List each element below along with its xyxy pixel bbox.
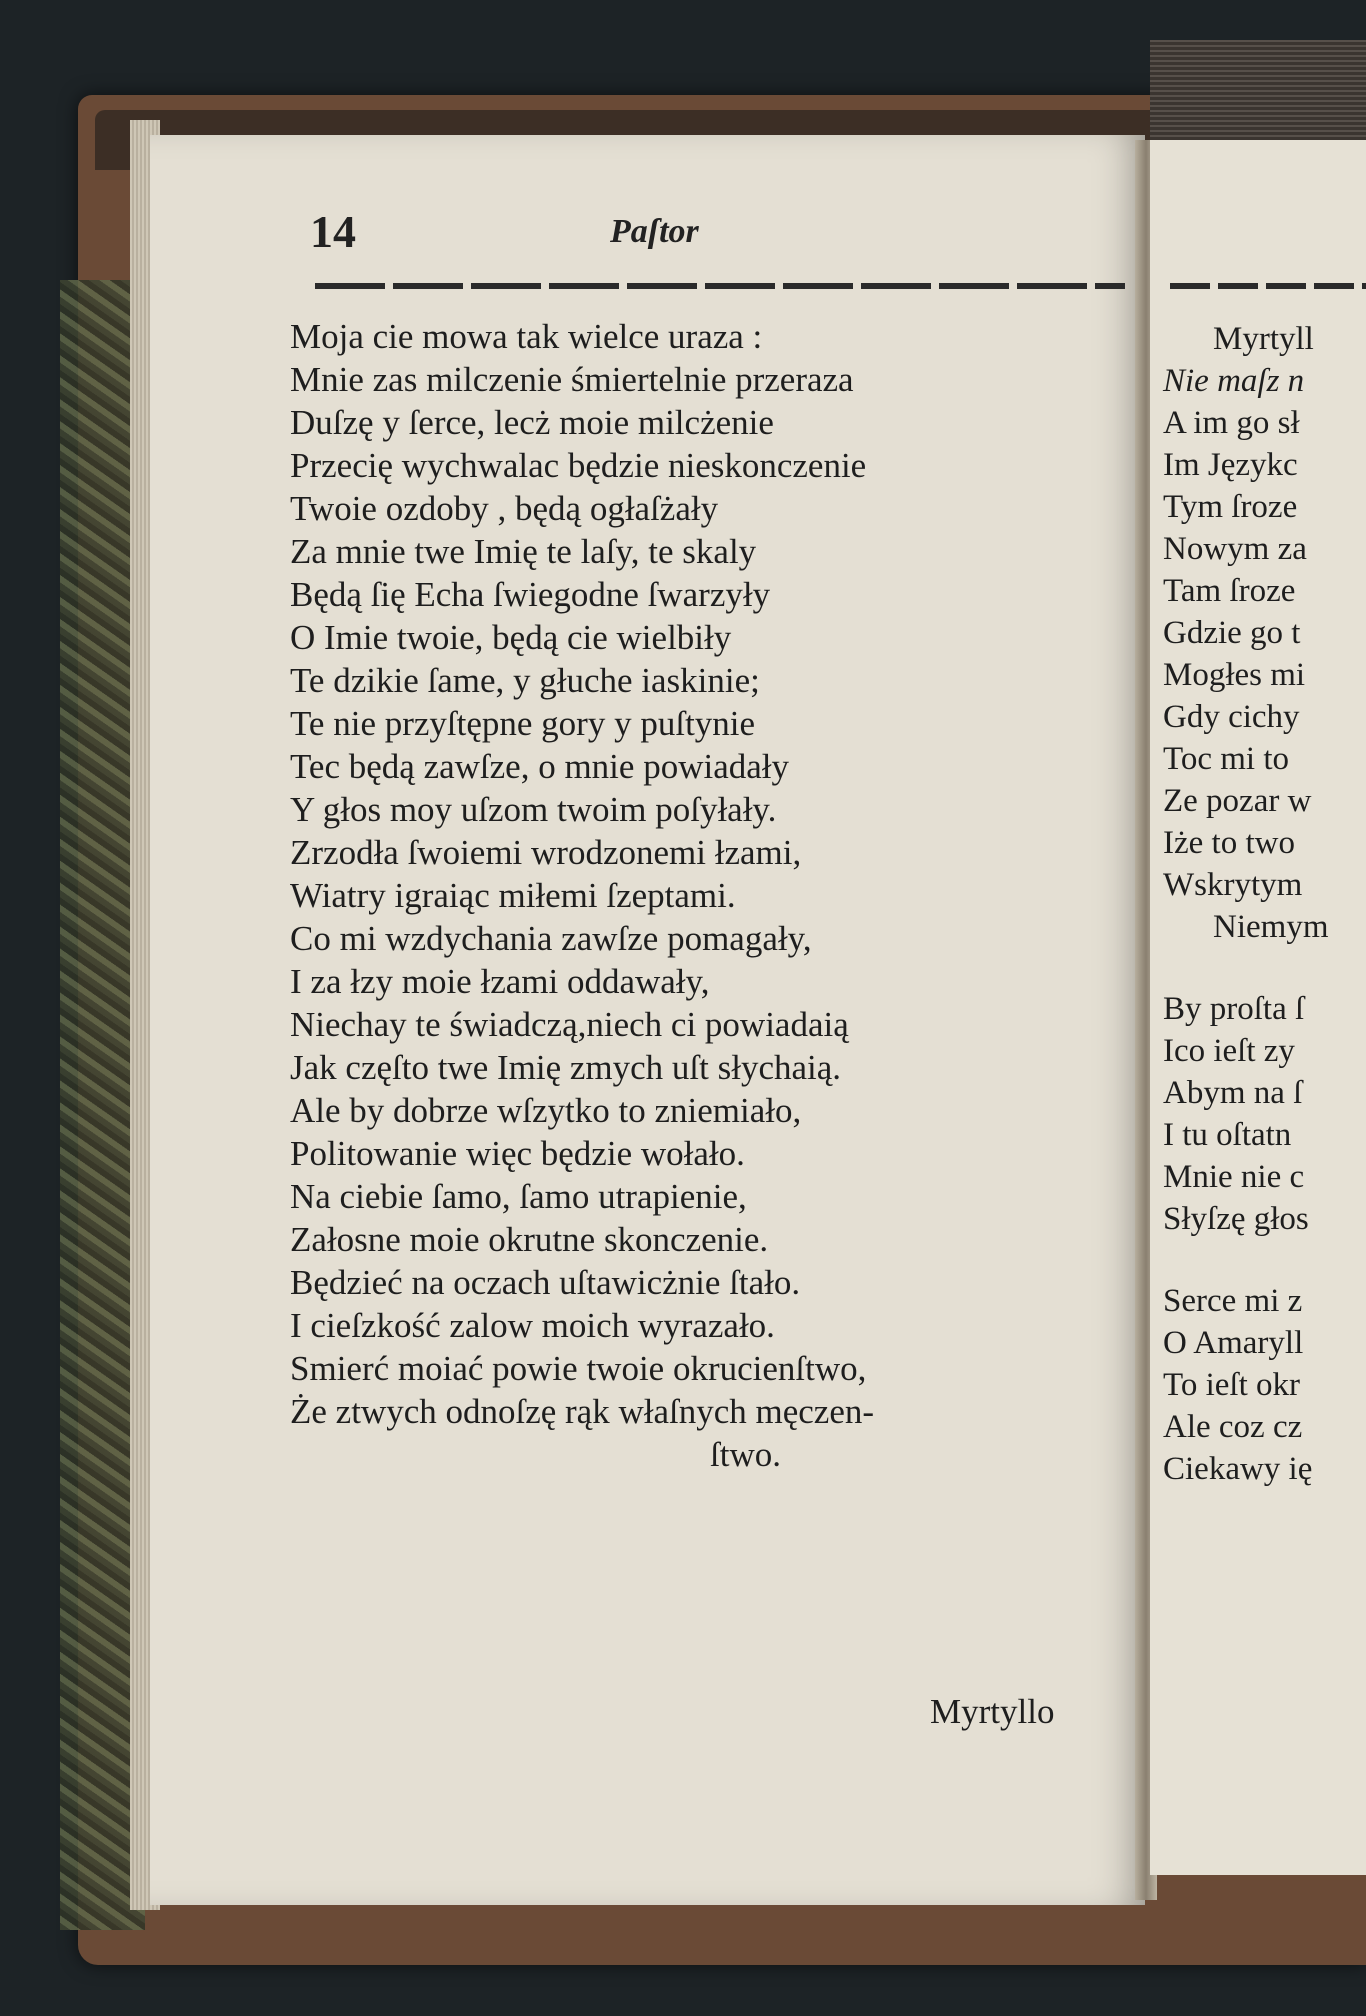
text-line: Będą ſię Echa ſwiegodne ſwarzyły (290, 575, 771, 614)
text-line: Zrzodła ſwoiemi wrodzonemi łzami, (290, 833, 802, 872)
text-line: Serce mi z (1163, 1283, 1303, 1319)
header-rule-right (1170, 283, 1366, 289)
text-line: Toc mi to (1163, 741, 1290, 777)
text-line: Na ciebie ſamo, ſamo utrapienie, (290, 1177, 747, 1216)
text-line: Gdy cichy (1163, 699, 1300, 735)
right-page-stack (1150, 40, 1366, 150)
text-line: O Amaryll (1163, 1325, 1304, 1361)
text-line: Abym na ſ (1163, 1075, 1303, 1111)
text-line: ſtwo. (710, 1435, 781, 1474)
text-line: I tu oſtatn (1163, 1117, 1292, 1153)
text-line: Duſzę y ſerce, lecż moie milcżenie (290, 403, 774, 442)
page-header (310, 205, 1130, 265)
text-line: By proſta ſ (1163, 991, 1305, 1027)
text-line: Gdzie go t (1163, 615, 1301, 651)
text-line: Ciekawy ię (1163, 1451, 1313, 1487)
text-line: Załosne moie okrutne skonczenie. (290, 1220, 769, 1259)
text-line: I cieſzkość zalow moich wyrazało. (290, 1306, 775, 1345)
text-line: O Imie twoie, będą cie wielbiły (290, 618, 732, 657)
text-line: Będzieć na oczach uſtawicżnie ſtało. (290, 1263, 801, 1302)
text-line: Mogłes mi (1163, 657, 1306, 693)
text-line: Smierć moiać powie twoie okrucienſtwo, (290, 1349, 867, 1388)
text-line: Jak częſto twe Imię zmych uſt słychaią. (290, 1048, 842, 1087)
text-line: Moja cie mowa tak wielce uraza : (290, 317, 763, 356)
text-line: Te nie przyſtępne gory y puſtynie (290, 704, 756, 743)
text-line: Iże to two (1163, 825, 1295, 861)
running-head: Paſtor (610, 213, 699, 250)
page-number: 14 (310, 206, 356, 257)
text-line: Wiatry igraiąc miłemi ſzeptami. (290, 876, 736, 915)
text-line: Politowanie więc będzie wołało. (290, 1134, 745, 1173)
right-page-text (1163, 318, 1366, 1490)
text-line: I za łzy moie łzami oddawały, (290, 962, 710, 1001)
text-line: Niemym (1213, 909, 1329, 945)
text-line: A im go sł (1163, 405, 1300, 441)
catchword: Myrtyllo (930, 1692, 1055, 1731)
text-line: Wskrytym (1163, 867, 1303, 903)
text-line: Ale coz cz (1163, 1409, 1303, 1445)
text-line: Myrtyll (1213, 321, 1314, 357)
text-line: Niechay te świadczą,niech ci powiadaią (290, 1005, 849, 1044)
text-line: Nie maſz n (1163, 363, 1305, 399)
header-rule (315, 283, 1125, 289)
text-line: Tam ſroze (1163, 573, 1296, 609)
text-line: Ico ieſt zy (1163, 1033, 1295, 1069)
text-line: Słyſzę głos (1163, 1201, 1309, 1237)
text-line: Twoie ozdoby , będą ogłaſżały (290, 489, 719, 528)
text-line: Im Językc (1163, 447, 1298, 483)
text-line: Y głos moy uſzom twoim poſyłały. (290, 790, 777, 829)
text-line: Nowym za (1163, 531, 1307, 567)
text-line: To ieſt okr (1163, 1367, 1300, 1403)
text-line: Mnie zas milczenie śmiertelnie przeraza (290, 360, 854, 399)
text-line: Te dzikie ſame, y głuche iaskinie; (290, 661, 760, 700)
poem-text (290, 315, 1140, 1476)
text-line: Za mnie twe Imię te laſy, te skaly (290, 532, 757, 571)
text-line: Mnie nie c (1163, 1159, 1305, 1195)
text-line: Ale by dobrze wſzytko to zniemiało, (290, 1091, 802, 1130)
text-line: Że ztwych odnoſzę rąk właſnych męczen- (290, 1392, 875, 1431)
text-line: Tym ſroze (1163, 489, 1298, 525)
text-line: Co mi wzdychania zawſze pomagały, (290, 919, 812, 958)
text-line: Ze pozar w (1163, 783, 1312, 819)
text-line: Tec będą zawſze, o mnie powiadały (290, 747, 789, 786)
text-line: Przecię wychwalac będzie nieskonczenie (290, 446, 867, 485)
text-line (1163, 948, 1366, 988)
text-line (1163, 1240, 1366, 1280)
